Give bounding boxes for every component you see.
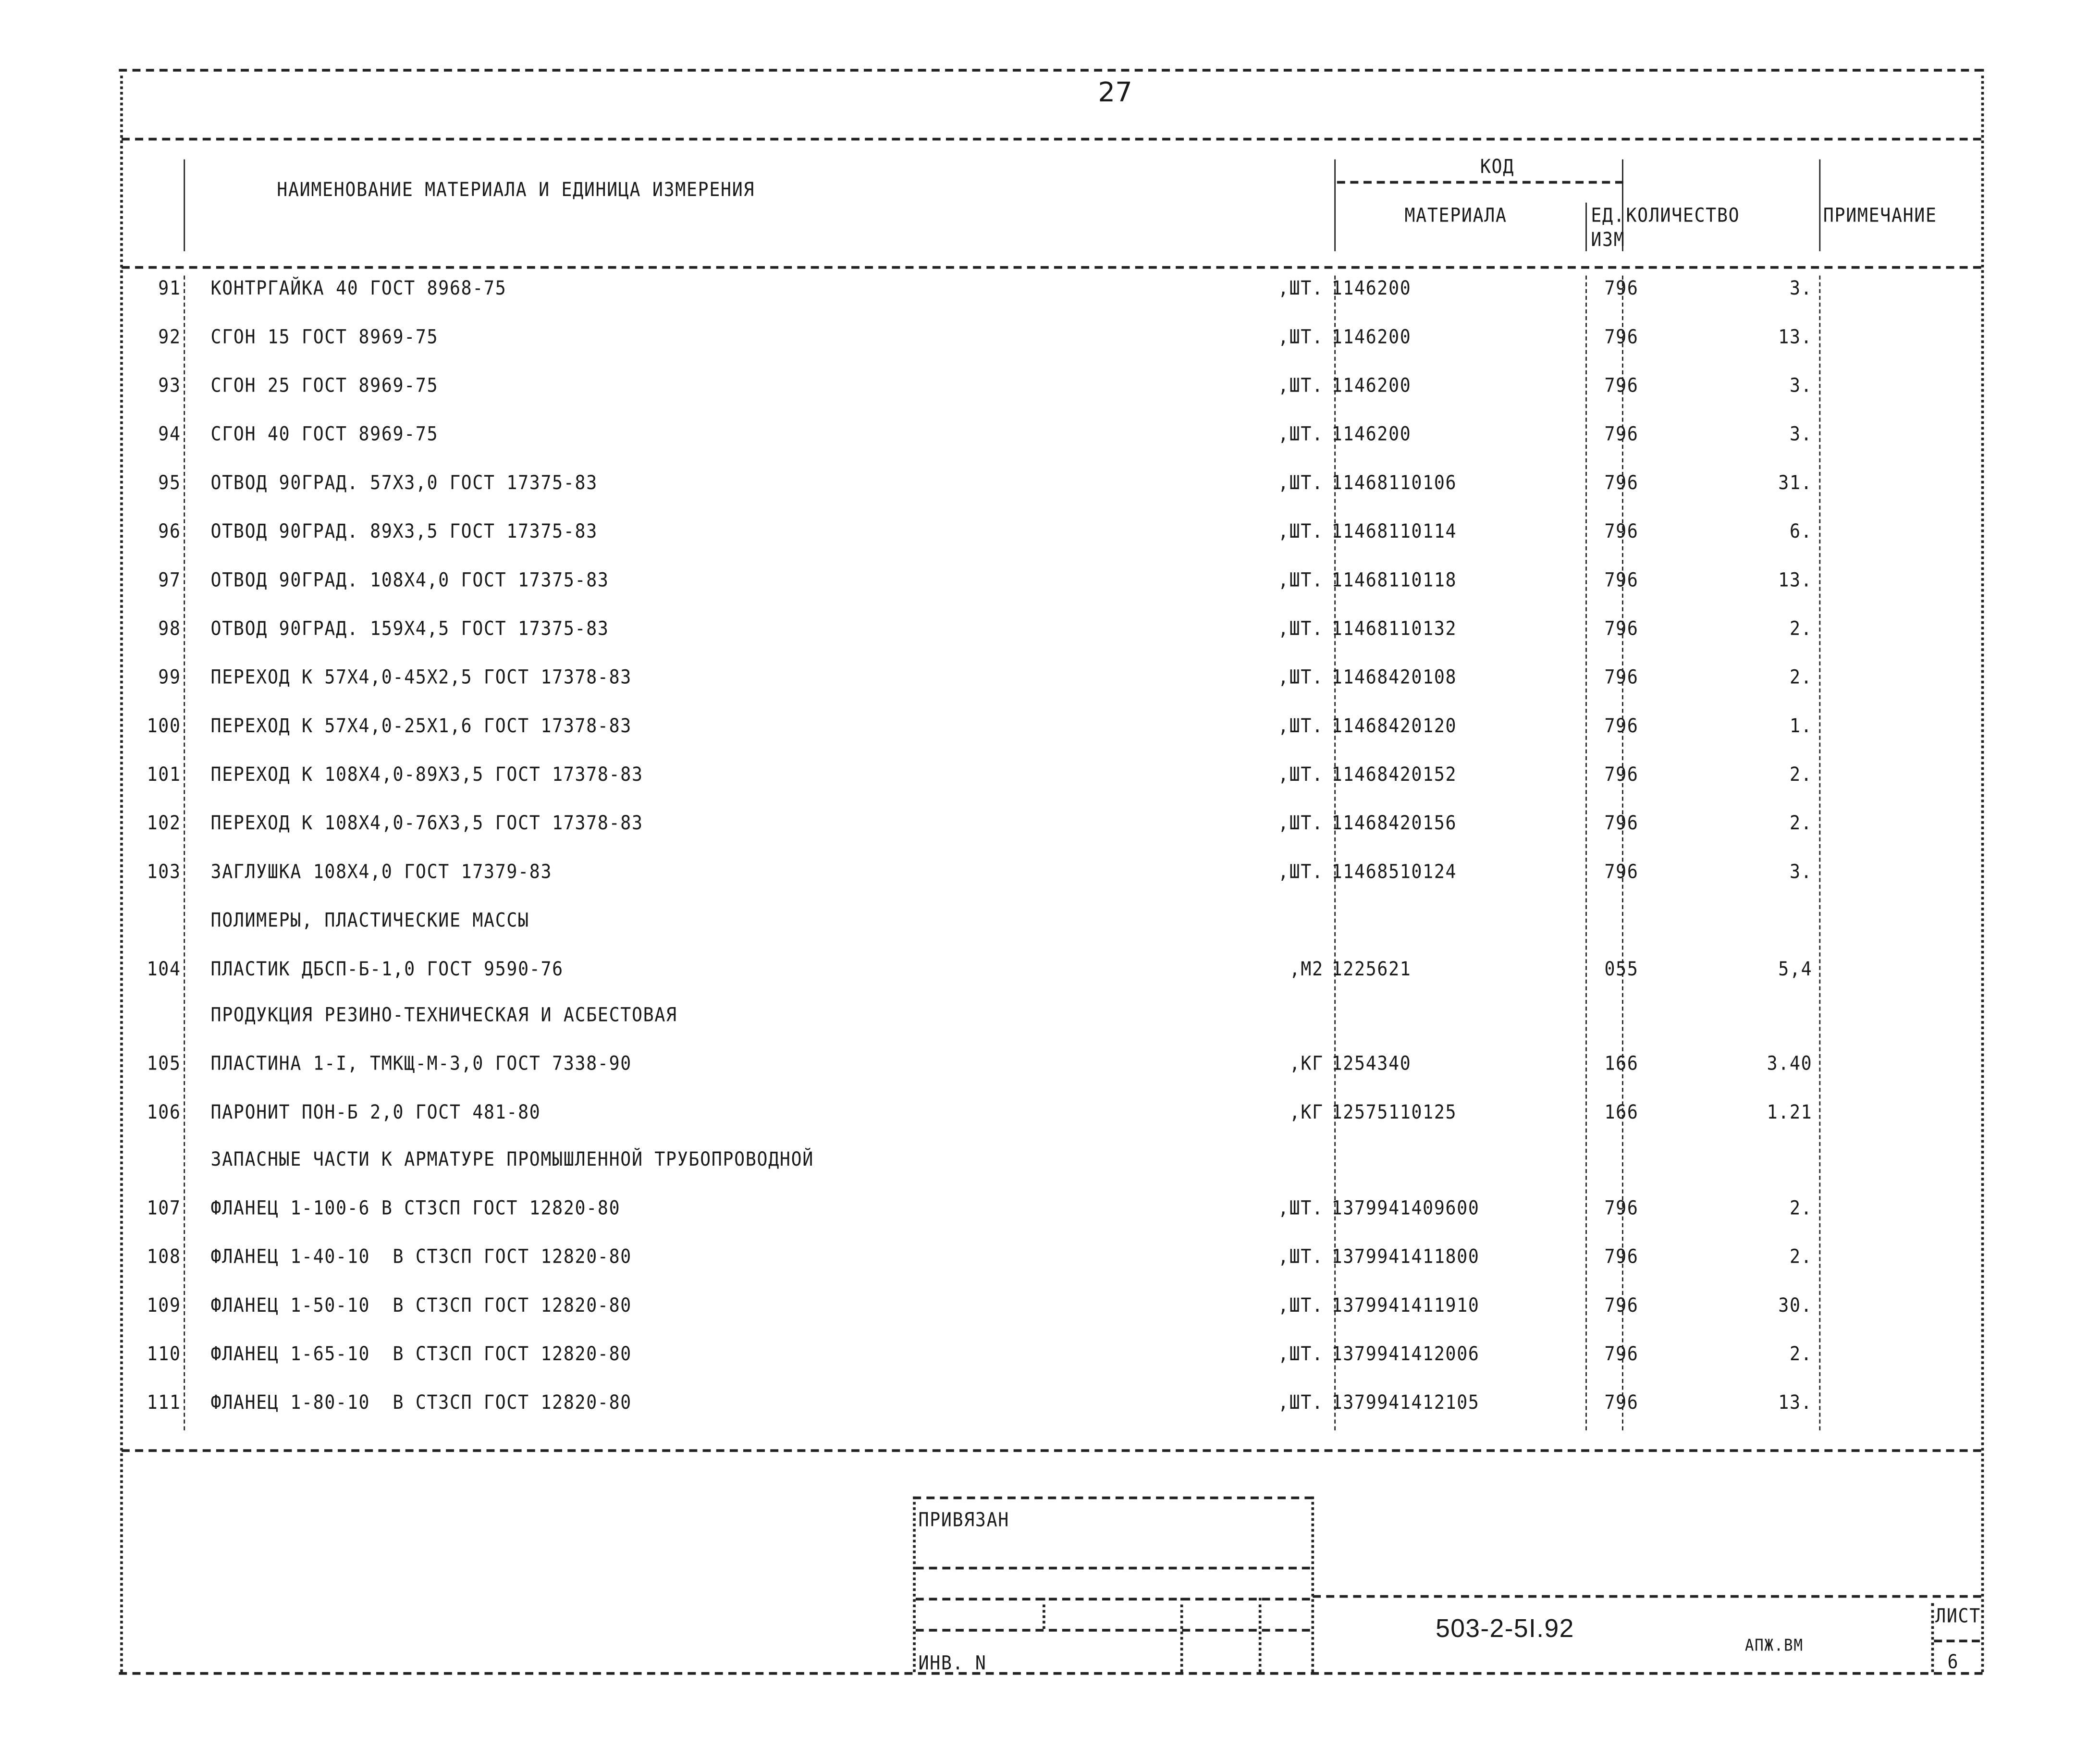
stamp-rule-right bbox=[1313, 1595, 1981, 1598]
sheet-number: 6 bbox=[1947, 1651, 1959, 1674]
frame-top bbox=[119, 69, 1982, 72]
header-name: НАИМЕНОВАНИЕ МАТЕРИАЛА И ЕДИНИЦА ИЗМЕРЕНИЯ bbox=[277, 179, 755, 202]
stamp-rule-3 bbox=[916, 1629, 1310, 1632]
inv-label: ИНВ. N bbox=[918, 1653, 987, 1676]
body-col-num bbox=[184, 275, 185, 1430]
stamp-cell-sep-3 bbox=[1259, 1598, 1262, 1672]
header-code-bottom: МАТЕРИАЛА bbox=[1404, 205, 1507, 228]
privyazan-label: ПРИВЯЗАН bbox=[918, 1510, 1010, 1533]
stamp-top-rule bbox=[913, 1497, 1313, 1500]
header-qty: КОЛИЧЕСТВО bbox=[1626, 205, 1740, 228]
document-number: 503-2-5I.92 bbox=[1436, 1615, 1574, 1644]
header-top-rule bbox=[122, 138, 1981, 141]
frame-right bbox=[1981, 69, 1984, 1672]
stamp-cell-sep-1 bbox=[1043, 1598, 1045, 1629]
stamp-cell-sep-2 bbox=[1180, 1598, 1183, 1672]
header-bottom-rule bbox=[122, 266, 1981, 269]
code-header-rule bbox=[1337, 181, 1623, 184]
col-sep-qty bbox=[1819, 160, 1820, 251]
sheet-label: ЛИСТ bbox=[1935, 1606, 1981, 1628]
page-number: 27 bbox=[1098, 75, 1132, 108]
document-page: 27 НАИМЕНОВАНИЕ МАТЕРИАЛА И ЕДИНИЦА ИЗМЕРЕНИЯ КОД МАТЕРИАЛА ЕД. ИЗМ КОЛИЧЕСТВО ПРИМЕЧАНИЕ 91 КОНТРГАЙКА 40 ГОСТ 8968-75 ,ШТ. 1146200 796 3. 92 СГОН 15 ГОСТ 8969-75 ,ШТ. 1146200 796 13. 93 СГОН 25 ГОСТ 8969-75 ,ШТ. 1146200 796 3. 94 СГОН 40 ГОСТ 8969-75 ,ШТ. 1146200 796 3. 95 ОТВОД 90ГРАД. 57Х3,0 ГОСТ 17375-83 ,ШТ. 11468110106 796 31. 96 ОТВОД 90ГРАД. 89Х3,5 ГОСТ 17375-83 ,ШТ. 11468110114 796 6. 97 ОТВОД 90ГРАД. 108Х4,0 ГОСТ 17375-83 ,ШТ. 11468110118 796 13. 98 ОТВОД 90ГРАД. 159Х4,5 ГОСТ 17375-83 ,ШТ. 11468110132 796 2. 99 ПЕРЕХОД К 57Х4,0-45Х2,5 ГОСТ 17378-83 ,ШТ. 11468420108 796 2. 100 ПЕРЕХОД К 57Х4,0-25Х1,6 ГОСТ 17378-83 ,ШТ. 11468420120 796 1. 101 ПЕРЕХОД К 108Х4,0-89Х3,5 ГОСТ 17378-83 ,ШТ. 11468420152 796 2. 102 ПЕРЕХОД К 108Х4,0-76Х3,5 ГОСТ 17378-83 ,ШТ. 11468420156 796 2. 103 ЗАГЛУШКА 108Х4,0 ГОСТ 17379-83 ,ШТ. 11468510124 796 3. ПОЛИМЕРЫ, ПЛАСТИЧЕСКИЕ МАССЫ 104 ПЛАСТИК ДБСП-Б-1,0 ГОСТ 9590-76 ,М2 1225621 055 5,4 ПРОДУКЦИЯ РЕЗИНО-ТЕХНИЧЕСКАЯ И АСБЕСТОВАЯ 105 ПЛАСТИНА 1-I, ТМКЩ-М-3,0 ГОСТ 7338-90 ,КГ 1254340 166 3.40 106 ПАРОНИТ ПОН-Б 2,0 ГОСТ 481-80 ,КГ 12575110125 166 1.21 ЗАПАСНЫЕ ЧАСТИ К АРМАТУРЕ ПРОМЫШЛЕННОЙ ТРУБОПРОВОДНОЙ 107 ФЛАНЕЦ 1-100-6 В СТ3СП ГОСТ 12820-80 ,ШТ. 1379941409600 796 2. 108 ФЛАНЕЦ 1-40-10 В СТ3СП ГОСТ 12820-80 ,ШТ. 1379941411800 796 2. 109 ФЛАНЕЦ 1-50-10 В СТ3СП ГОСТ 12820-80 ,ШТ. 1379941411910 796 30. 110 ФЛАНЕЦ 1-65-10 В СТ3СП ГОСТ 12820-80 ,ШТ. 1379941412006 796 2. 111 ФЛАНЕЦ 1-80-10 В СТ3СП ГОСТ 12820-80 ,ШТ. 1379941412105 796 13. ПРИВЯЗАН ИНВ. N 503-2-5I.92 АПЖ.ВМ ЛИСТ 6 bbox=[0, 0, 2100, 1760]
frame-bottom bbox=[119, 1672, 1982, 1675]
body-col-qty bbox=[1819, 275, 1820, 1430]
col-sep-ed bbox=[1585, 203, 1587, 251]
stamp-mid-rule bbox=[1311, 1497, 1314, 1672]
frame-left bbox=[120, 69, 123, 1672]
header-code-top: КОД bbox=[1480, 157, 1514, 179]
stamp-rule-2 bbox=[916, 1598, 1310, 1600]
table-bottom-rule bbox=[122, 1449, 1981, 1452]
body-col-ed bbox=[1585, 275, 1587, 1430]
document-code: АПЖ.ВМ bbox=[1744, 1636, 1804, 1655]
header-ed-bottom: ИЗМ bbox=[1591, 229, 1625, 252]
col-sep-num bbox=[184, 160, 185, 251]
stamp-left-rule bbox=[913, 1497, 916, 1672]
sheet-rule bbox=[1934, 1640, 1980, 1643]
sheet-left-rule bbox=[1931, 1603, 1934, 1672]
header-note: ПРИМЕЧАНИЕ bbox=[1823, 205, 1937, 228]
header-ed-top: ЕД. bbox=[1591, 205, 1625, 228]
stamp-rule-1 bbox=[916, 1567, 1310, 1570]
col-sep-code bbox=[1334, 160, 1336, 251]
